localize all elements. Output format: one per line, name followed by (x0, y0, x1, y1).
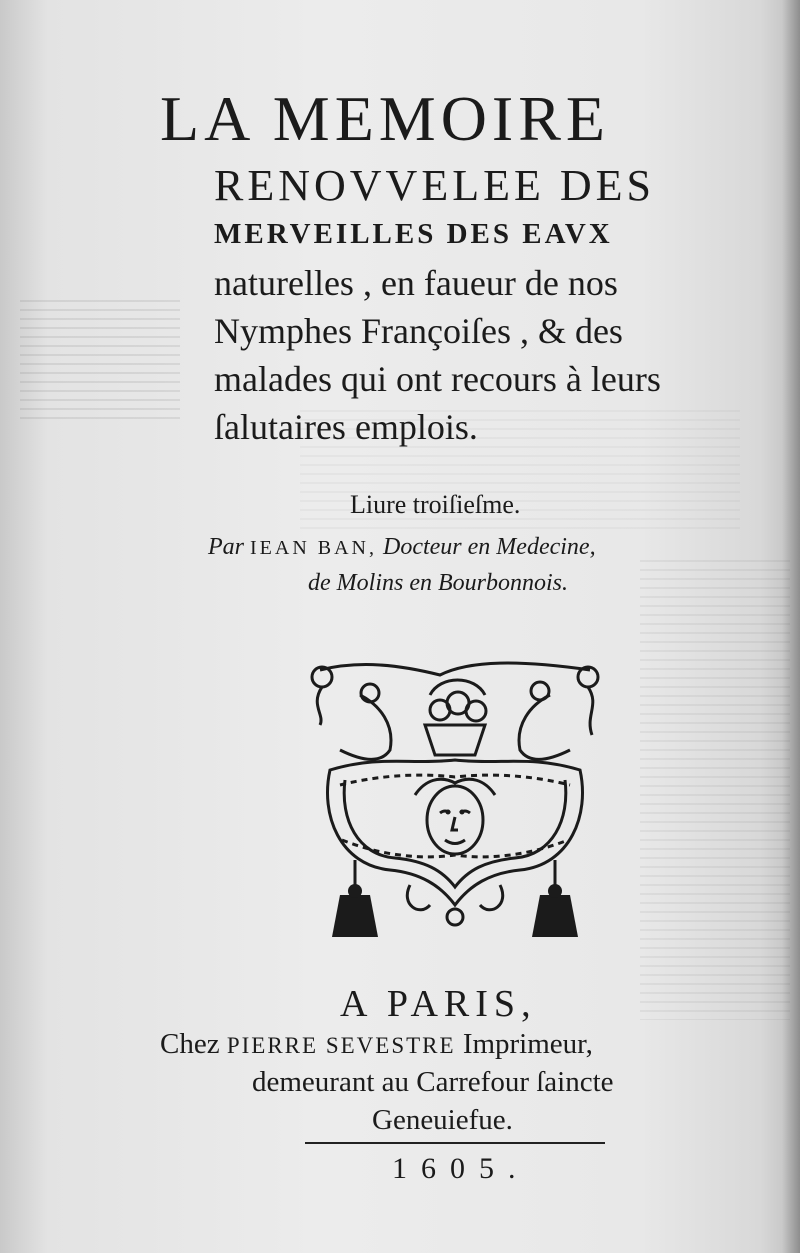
imprint-role: Imprimeur, (462, 1028, 593, 1060)
title-line-1: LA MEMOIRE (160, 83, 610, 154)
title-body-line: ſalutaires emplois. (214, 407, 478, 447)
imprint-printer-name: PIERRE SEVESTRE (226, 1033, 456, 1058)
author-name: IEAN BAN, (250, 537, 377, 559)
title-body-line: Nymphes Françoiſes , & des (214, 311, 623, 351)
bleed-through-text (20, 300, 180, 420)
imprint-printer-line (160, 1028, 593, 1061)
printers-device-woodcut-icon (300, 655, 610, 945)
author-prefix: Par (208, 534, 244, 560)
imprint-year: 1605. (392, 1152, 530, 1185)
title-body-line: naturelles , en faueur de nos (214, 263, 618, 303)
book-number: Liure troiſieſme. (350, 490, 521, 519)
page-edge-shadow (782, 0, 800, 1253)
author-title: Docteur en Medecine, (383, 534, 596, 560)
imprint-address-1: demeurant au Carrefour ſaincte (252, 1066, 614, 1098)
imprint-address-2: Geneuiefue. (372, 1104, 513, 1136)
imprint-chez: Chez (160, 1028, 220, 1060)
title-line-2: RENOVVELEE DES (214, 161, 655, 210)
bleed-through-text (640, 560, 790, 1020)
title-body-line: malades qui ont recours à leurs (214, 359, 661, 399)
imprint-city: A PARIS, (340, 983, 537, 1025)
author-line (208, 534, 596, 561)
title-line-3: MERVEILLES DES EAVX (214, 218, 613, 250)
author-place: de Molins en Bourbonnois. (308, 570, 568, 596)
divider-rule (305, 1142, 605, 1144)
